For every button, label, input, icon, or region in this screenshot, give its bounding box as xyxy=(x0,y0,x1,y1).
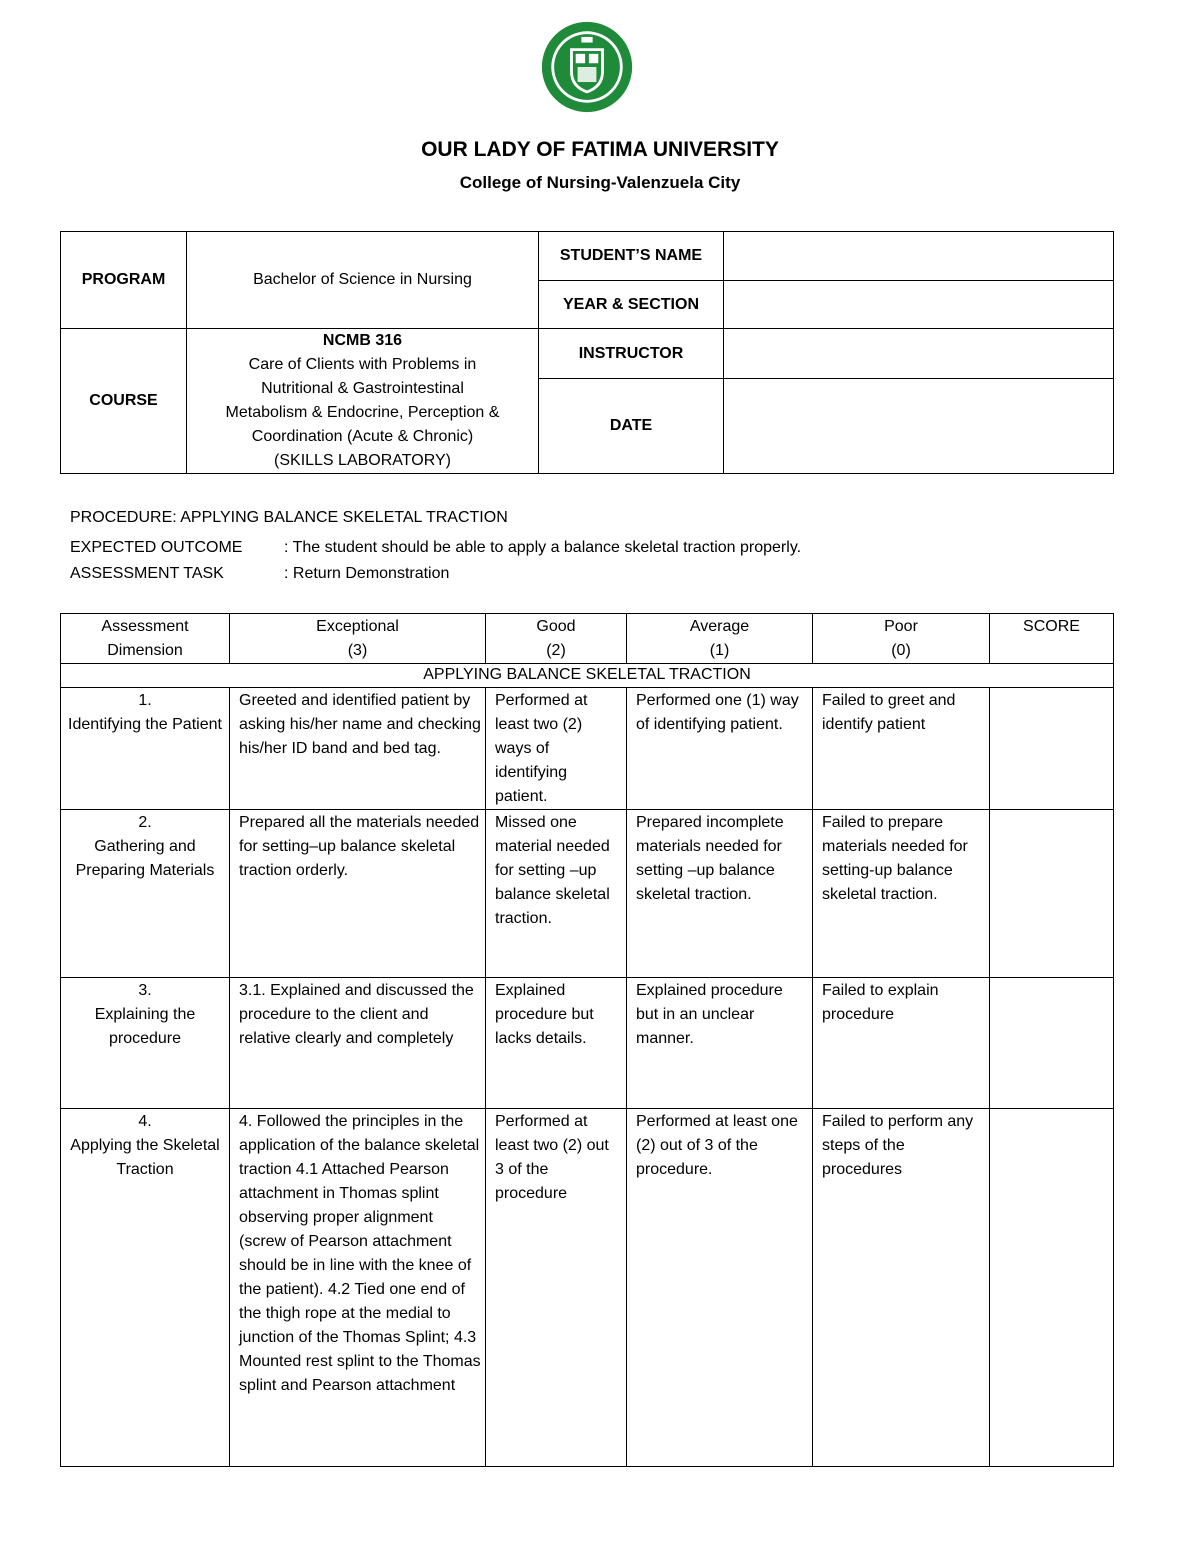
dimension-label: Applying the Skeletal Traction xyxy=(70,1137,220,1178)
dimension-label: Explaining the procedure xyxy=(94,1006,196,1047)
date-label: DATE xyxy=(539,379,724,474)
poor-cell: Failed to explain procedure xyxy=(813,978,990,1109)
dimension-label: Gathering and Preparing Materials xyxy=(75,838,215,879)
dimension-cell xyxy=(61,810,230,978)
student-name-label: STUDENT’S NAME xyxy=(539,232,724,281)
expected-outcome xyxy=(70,539,801,557)
course-info-table xyxy=(60,231,1114,474)
course-line: Care of Clients with Problems in xyxy=(248,356,477,373)
course-label: COURSE xyxy=(61,329,187,474)
course-line: (SKILLS LABORATORY) xyxy=(274,452,451,469)
course-line: Coordination (Acute & Chronic) xyxy=(251,428,474,445)
header-exceptional xyxy=(230,614,486,664)
header-line: Poor xyxy=(884,618,918,635)
poor-cell: Failed to prepare materials needed for setting-up balance skeletal traction. xyxy=(813,810,990,978)
dimension-cell xyxy=(61,978,230,1109)
average-cell: Performed at least one (2) out of 3 of the procedure. xyxy=(627,1109,813,1467)
program-label: PROGRAM xyxy=(61,232,187,329)
dimension-label: Identifying the Patient xyxy=(68,716,222,733)
header-line: (3) xyxy=(347,642,368,659)
header-line: SCORE xyxy=(1023,618,1080,635)
university-name: OUR LADY OF FATIMA UNIVERSITY xyxy=(421,138,779,161)
table-row xyxy=(61,1109,1114,1467)
exceptional-cell: 4. Followed the principles in the application of the balance skeletal traction 4.1 Attached Pearson attachment in Thomas splint observing proper alignment (screw of Pearson attachment should be in line with the knee of the patient). 4.2 Tied one end of the thigh rope at the medial to junction of the Thomas Splint; 4.3 Mounted rest splint to the Thomas splint and Pearson attachment xyxy=(230,1109,486,1467)
course-code: NCMB 316 xyxy=(322,332,403,349)
poor-cell: Failed to greet and identify patient xyxy=(813,688,990,810)
year-section-label: YEAR & SECTION xyxy=(539,281,724,329)
college-name: College of Nursing-Valenzuela City xyxy=(459,173,741,192)
score-field[interactable] xyxy=(990,688,1114,810)
assessment-task xyxy=(70,565,449,583)
good-cell: Missed one material needed for setting –up balance skeletal traction. xyxy=(486,810,627,978)
header-average xyxy=(627,614,813,664)
poor-cell: Failed to perform any steps of the procedures xyxy=(813,1109,990,1467)
rubric-table xyxy=(60,613,1114,1467)
header-line: Exceptional xyxy=(316,618,399,635)
header-dimension xyxy=(61,614,230,664)
assessment-task-label: ASSESSMENT TASK xyxy=(70,565,224,582)
year-section-field[interactable] xyxy=(724,281,1114,329)
exceptional-cell: 3.1. Explained and discussed the procedure to the client and relative clearly and completely xyxy=(230,978,486,1109)
score-field[interactable] xyxy=(990,978,1114,1109)
dimension-number: 1. xyxy=(138,692,152,709)
header-line: Good xyxy=(536,618,576,635)
rubric-header-row xyxy=(61,614,1114,664)
score-field[interactable] xyxy=(990,810,1114,978)
dimension-number: 2. xyxy=(138,814,152,831)
header-line: (1) xyxy=(709,642,730,659)
header-line: (0) xyxy=(891,642,911,659)
header-score xyxy=(990,614,1114,664)
average-cell: Prepared incomplete materials needed for setting –up balance skeletal traction. xyxy=(627,810,813,978)
instructor-field[interactable] xyxy=(724,329,1114,379)
dimension-number: 4. xyxy=(138,1113,152,1130)
average-cell: Performed one (1) way of identifying patient. xyxy=(627,688,813,810)
score-field[interactable] xyxy=(990,1109,1114,1467)
table-row xyxy=(61,688,1114,810)
course-line: Nutritional & Gastrointestinal xyxy=(261,380,464,397)
header-line: Dimension xyxy=(107,642,183,659)
good-cell: Performed at least two (2) ways of identifying patient. xyxy=(486,688,627,810)
instructor-label: INSTRUCTOR xyxy=(539,329,724,379)
good-cell: Explained procedure but lacks details. xyxy=(486,978,627,1109)
average-cell: Explained procedure but in an unclear manner. xyxy=(627,978,813,1109)
header-line: Assessment xyxy=(101,618,189,635)
header-good xyxy=(486,614,627,664)
dimension-number: 3. xyxy=(138,982,152,999)
student-name-field[interactable] xyxy=(724,232,1114,281)
dimension-cell xyxy=(61,688,230,810)
course-line: Metabolism & Endocrine, Perception & xyxy=(225,404,500,421)
section-title: APPLYING BALANCE SKELETAL TRACTION xyxy=(61,664,1114,688)
course-description xyxy=(187,329,539,474)
table-row xyxy=(61,978,1114,1109)
exceptional-cell: Greeted and identified patient by asking his/her name and checking his/her ID band and bed tag. xyxy=(230,688,486,810)
expected-outcome-label: EXPECTED OUTCOME xyxy=(70,539,243,556)
date-field[interactable] xyxy=(724,379,1114,474)
header-line: Average xyxy=(689,618,750,635)
good-cell: Performed at least two (2) out 3 of the procedure xyxy=(486,1109,627,1467)
university-seal-icon xyxy=(540,20,634,114)
exceptional-cell: Prepared all the materials needed for setting–up balance skeletal traction orderly. xyxy=(230,810,486,978)
table-row xyxy=(61,810,1114,978)
dimension-cell xyxy=(61,1109,230,1467)
expected-outcome-value: : The student should be able to apply a balance skeletal traction properly. xyxy=(284,539,802,556)
header-poor xyxy=(813,614,990,664)
procedure-title: PROCEDURE: APPLYING BALANCE SKELETAL TRACTION xyxy=(70,509,508,526)
header-line: (2) xyxy=(546,642,566,659)
program-value: Bachelor of Science in Nursing xyxy=(187,232,539,329)
assessment-task-value: : Return Demonstration xyxy=(284,565,450,582)
